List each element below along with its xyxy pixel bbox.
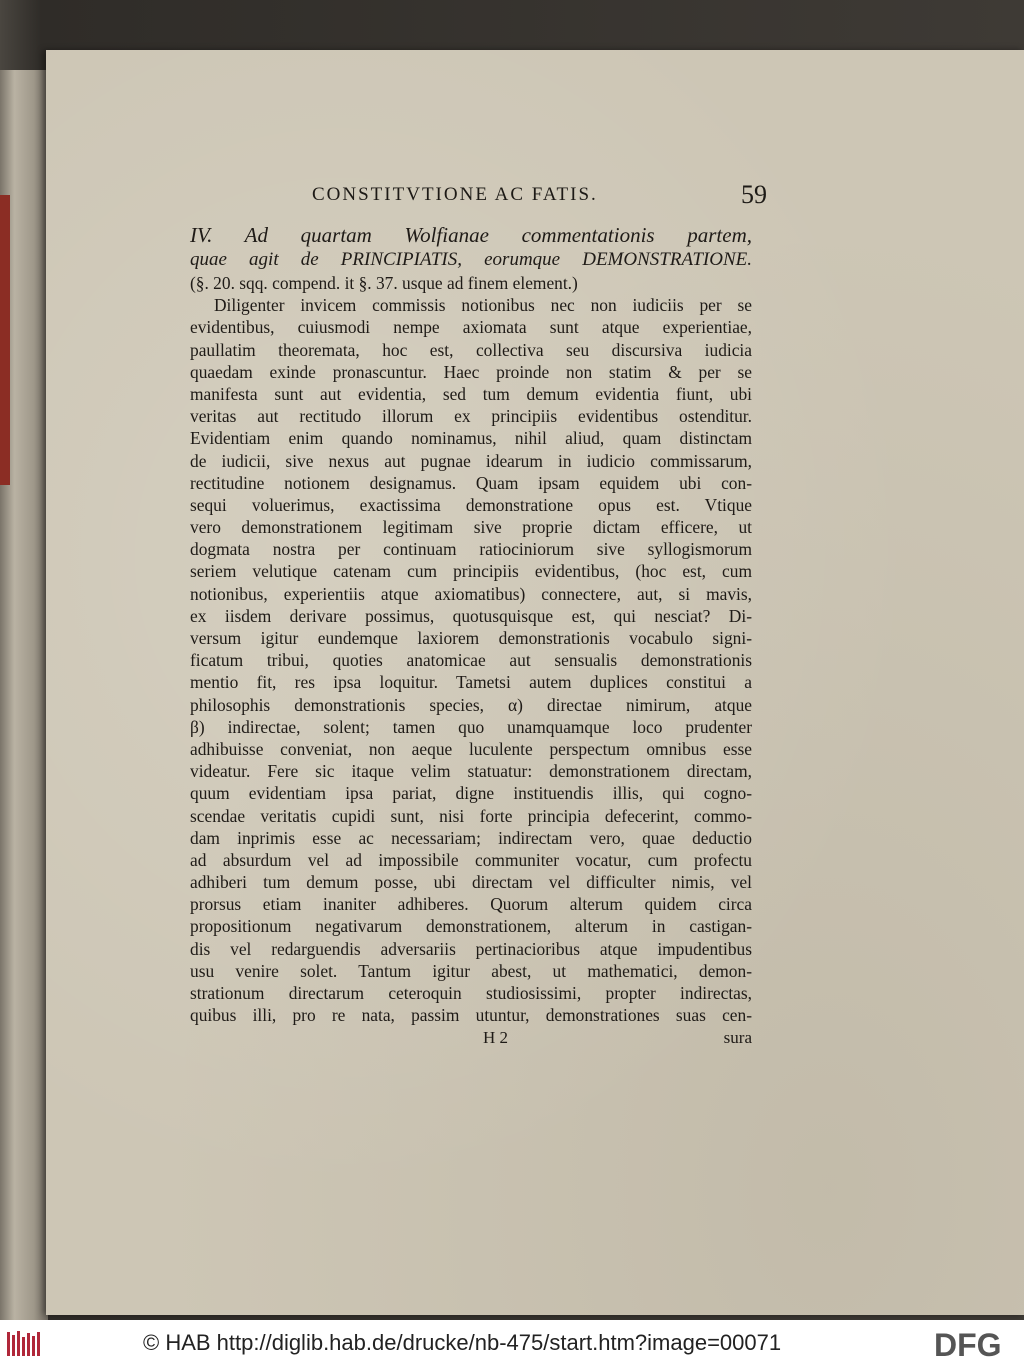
text-line: dogmata nostra per continuam ratiociniorum sive syllogismorum — [190, 539, 752, 560]
text-line: ex iisdem derivare possimus, quotusquisque est, qui nesciat? Di- — [190, 605, 752, 626]
text-line: paullatim theoremata, hoc est, collectiva seu discursiva iudicia — [190, 339, 752, 360]
hab-logo-icon — [6, 1329, 44, 1359]
catchword: sura — [723, 1028, 752, 1048]
dfg-logo-icon — [932, 1328, 1016, 1360]
reference-line: (§. 20. sqq. compend. it §. 37. usque ad finem element.) — [190, 273, 578, 293]
text-line: evidentibus, cuiusmodi nempe axiomata sunt atque experientiae, — [190, 317, 752, 338]
copyright-url-text: © HAB http://diglib.hab.de/drucke/nb-475/start.htm?image=00071 — [143, 1330, 782, 1355]
running-head: CONSTITVTIONE AC FATIS. — [312, 184, 598, 205]
text-line: manifesta sunt aut evidentia, sed tum demum evidentia fiunt, ubi — [190, 383, 752, 404]
body-lines — [190, 294, 752, 1026]
text-line: usu venire solet. Tantum igitur abest, ut mathematici, demon- — [190, 960, 752, 981]
signature-mark: H 2 — [483, 1028, 509, 1048]
heading-line-1: IV. Ad quartam Wolfianae commentationis partem, — [190, 223, 752, 247]
dfg-logo-text: DFG — [934, 1328, 1002, 1360]
text-line: philosophis demonstrationis species, α) directae nimirum, atque — [190, 694, 752, 715]
text-line: seriem velutique catenam cum principiis evidentibus, (hoc est, cum — [190, 561, 752, 582]
text-line: ficatum tribui, quoties anatomicae aut sensualis demonstrationis — [190, 650, 752, 671]
text-line: adhibuisse conveniat, non aeque luculente perspectum omnibus esse — [190, 738, 752, 759]
text-line: dam inprimis esse ac necessariam; indirectam vero, quae deductio — [190, 827, 752, 848]
text-line: quaedam exinde pronascuntur. Haec proinde non statim & per se — [190, 361, 752, 382]
page-header — [312, 180, 767, 214]
text-line: mentio fit, res ipsa loquitur. Tametsi autem duplices constitui a — [190, 672, 752, 693]
text-line: veritas aut rectitudo illorum ex principiis evidentibus ostenditur. — [190, 406, 752, 427]
text-line: versum igitur eundemque laxiorem demonstrationis vocabulo signi- — [190, 628, 752, 648]
text-line: propositionum negativarum demonstrationem, alterum in castigan- — [190, 916, 752, 937]
text-line: adhiberi tum demum posse, ubi directam vel difficulter nimis, vel — [190, 872, 752, 893]
text-line: scendae veritatis cupidi sunt, nisi forte principia defecerint, commo- — [190, 805, 752, 826]
text-line: dis vel redarguendis adversariis pertinacioribus atque impudentibus — [190, 938, 752, 959]
text-line: rectitudine notionem designamus. Quam ipsam equidem ubi con- — [190, 472, 752, 493]
text-line: quum evidentiam ipsa pariat, digne instituendis illis, qui cogno- — [190, 783, 752, 804]
footer-bar — [0, 1320, 1024, 1367]
signature-line — [190, 1028, 752, 1052]
book-spine-red — [0, 195, 10, 485]
text-line: quibus illi, pro re nata, passim utuntur, demonstrationes suas cen- — [190, 1005, 752, 1026]
heading-line-2: quae agit de PRINCIPIATIS, eorumque DEMONSTRATIONE. — [190, 249, 752, 270]
text-line: β) indirectae, solent; tamen quo unamquamque loco prudenter — [190, 716, 752, 737]
text-block — [190, 222, 752, 1052]
text-line: videatur. Fere sic itaque velim statuatur: demonstrationem directam, — [190, 761, 752, 782]
text-line: vero demonstrationem legitimam sive proprie dictam efficere, ut — [190, 517, 752, 538]
text-line: Evidentiam enim quando nominamus, nihil aliud, quam distinctam — [190, 428, 752, 449]
text-line: de iudicii, sive nexus aut pugnae idearum in iudicio commissarum, — [190, 450, 752, 471]
text-line: ad absurdum vel ad impossibile communiter vocatur, cum profectu — [190, 849, 752, 870]
page-number: 59 — [741, 180, 767, 209]
text-line: sequi voluerimus, exactissima demonstratione opus est. Vtique — [190, 494, 752, 515]
text-line: strationum directarum ceteroquin studiosissimi, propter indirectas, — [190, 983, 752, 1003]
text-line: Diligenter invicem commissis notionibus nec non iudiciis per se — [214, 295, 752, 316]
text-line: notionibus, experientiis atque axiomatibus) connectere, aut, si mavis, — [190, 583, 752, 604]
text-line: prorsus etiam inaniter adhiberes. Quorum alterum quidem circa — [190, 894, 752, 915]
